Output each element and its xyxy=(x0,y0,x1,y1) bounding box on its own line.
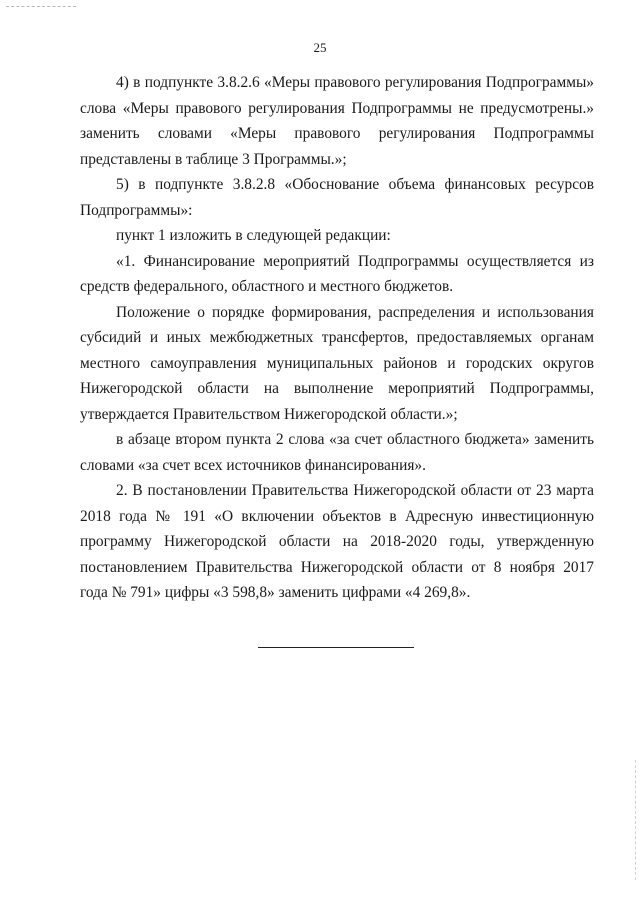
paragraph-point-2-change: в абзаце втором пункта 2 слова «за счет областного бюджета» заменить словами «за счет всех источников финансирования». xyxy=(80,431,594,474)
document-body xyxy=(80,70,594,606)
paragraph-item-4: 4) в подпункте 3.8.2.6 «Меры правового регулирования Подпрограммы» слова «Меры правового регулирования Подпрограммы не предусмотрены.» заменить словами «Меры правового регулирования Подпрограммы представлены в таблице 3 Программы.»; xyxy=(80,74,594,168)
paragraph-item-5: 5) в подпункте 3.8.2.8 «Обоснование объема финансовых ресурсов Подпрограммы»: xyxy=(80,176,594,219)
paragraph-section-2: 2. В постановлении Правительства Нижегородской области от 23 марта 2018 года № 191 «О включении объектов в Адресную инвестиционную программу Нижегородской области на 2018-2020 годы, утвержденную постановлением Правительства Нижегородской области от 8 ноября 2017 года № 791» цифры «3 598,8» заменить цифрами «4 269,8». xyxy=(80,482,594,601)
paragraph-financing: «1. Финансирование мероприятий Подпрограммы осуществляется из средств федерального, областного и местного бюджетов. xyxy=(80,252,594,295)
paragraph-regulation: Положение о порядке формирования, распределения и использования субсидий и иных межбюджетных трансфертов, предоставляемых органам местного самоуправления муниципальных районов и городских округов Нижегородской области на выполнение мероприятий Подпрограммы, утверждается Правительством Нижегородской области.»; xyxy=(80,303,594,423)
scan-artifact xyxy=(6,0,76,7)
scan-edge-artifact xyxy=(635,760,636,880)
end-divider-line xyxy=(258,647,414,648)
paragraph-point-1-intro: пункт 1 изложить в следующей редакции: xyxy=(116,227,391,244)
page-number: 25 xyxy=(313,40,327,55)
